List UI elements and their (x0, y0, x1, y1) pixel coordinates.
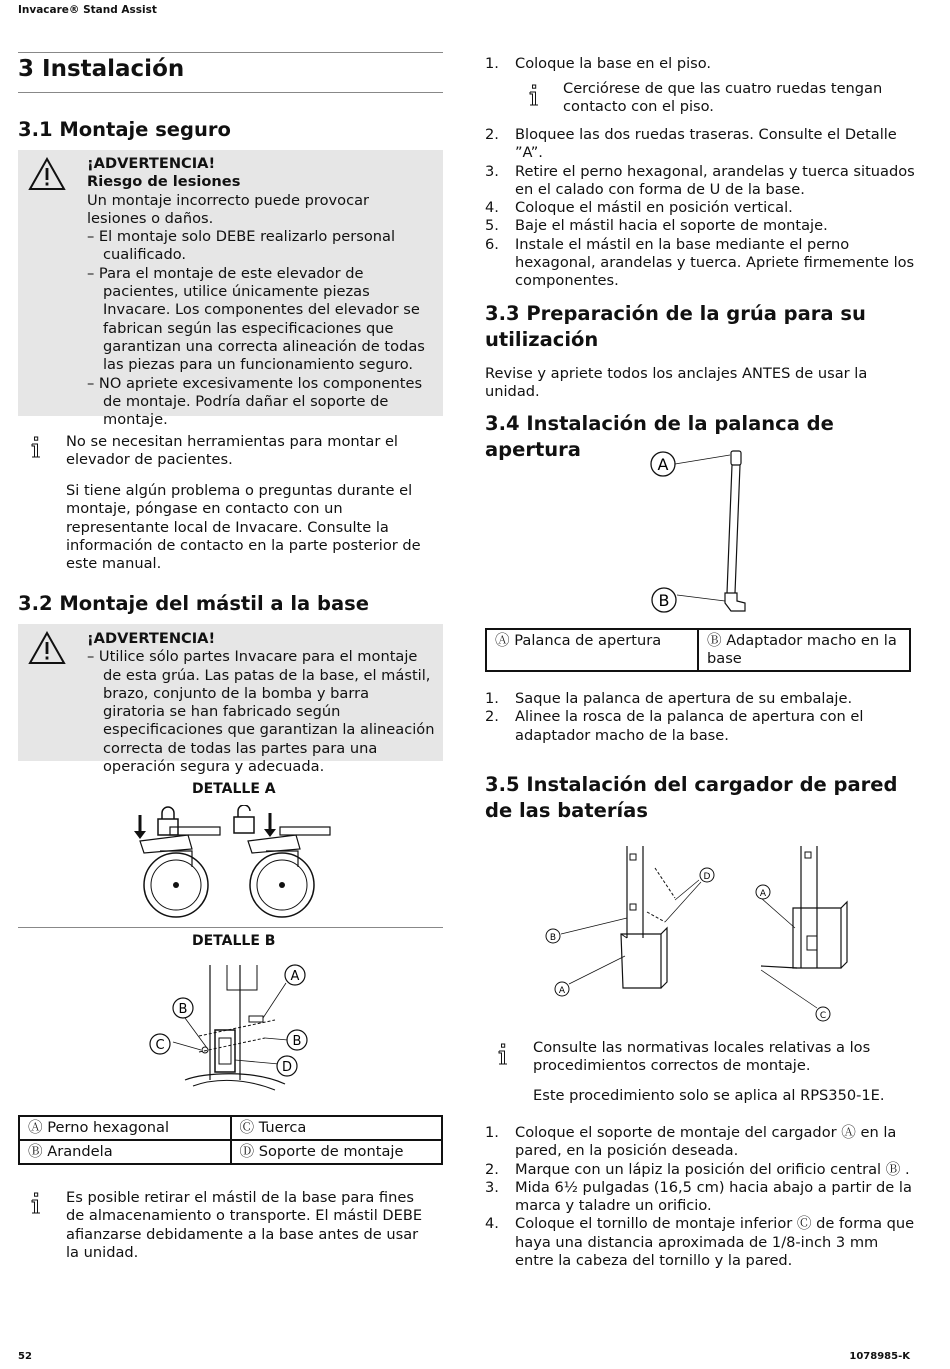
steps-list-3-5 (485, 1124, 915, 1270)
warning-item: – NO apriete excesivamente los componentes de montaje. Podría dañar el soporte de montaje. (87, 374, 423, 429)
step-number: 1. (485, 1124, 499, 1141)
figure-label: C (155, 1038, 165, 1053)
step-number: 2. (485, 708, 499, 726)
figure-label: C (819, 1011, 827, 1021)
figure-label: A (759, 889, 767, 899)
figure-label: A (290, 969, 300, 984)
step-item (485, 55, 915, 73)
legend-table-3-2 (18, 1115, 443, 1165)
step-item (485, 163, 915, 200)
step-text: Alinee la rosca de la palanca de apertura con el adaptador macho de la base. (515, 708, 864, 744)
warning-item: – Utilice sólo partes Invacare para el montaje de esta grúa. Las patas de la base, el mástil, brazo, conjunto de la bomba y barra giratoria se han fabricado según especificaciones que garantizan la alineación correcta de todas las partes para una operación segura y adecuada. (87, 648, 435, 776)
release-lever-figure (645, 445, 755, 615)
section-3-3-title: 3.3 Preparación de la grúa para su utilización (485, 302, 866, 351)
legend-table-3-4 (485, 628, 911, 672)
note-contact: Si tiene algún problema o preguntas durante el montaje, póngase en contacto con un representante local de Invacare. Consulte la información de contacto en la parte posterior de este manual. (66, 482, 421, 573)
step-item (485, 690, 915, 708)
figure-label: B (658, 591, 670, 610)
step-number: 2. (485, 1160, 499, 1178)
step-number: 6. (485, 235, 499, 253)
figure-label: A (558, 986, 566, 996)
warning-heading: ¡ADVERTENCIA! (87, 630, 216, 647)
legend-cell: Ⓓ Soporte de montaje (231, 1140, 443, 1164)
note-remove-mast: Es posible retirar el mástil de la base para fines de almacenamiento o transporte. El mástil DEBE afianzarse debidamente a la base antes de usar la unidad. (66, 1189, 423, 1261)
step-item (485, 1215, 915, 1270)
figure-label: B (178, 1002, 188, 1017)
header-title: Invacare® Stand Assist (18, 4, 157, 16)
step-text: Coloque el soporte de montaje del cargador Ⓐ en la pared, en la posición deseada. (515, 1124, 897, 1160)
steps-list-b (485, 126, 915, 291)
legend-cell: Ⓑ Adaptador macho en la base (698, 629, 910, 671)
step-item (485, 1179, 915, 1216)
section-3-3-text: Revise y apriete todos los anclajes ANTES de usar la unidad. (485, 365, 868, 401)
detail-b-mast-figure (145, 960, 315, 1095)
note-rps: Este procedimiento solo se aplica al RPS350-1E. (533, 1087, 885, 1104)
document-number: 1078985-K (849, 1351, 910, 1362)
warning-subheading: Riesgo de lesiones (87, 173, 241, 191)
figure-label: B (292, 1034, 302, 1049)
step-item (485, 1124, 915, 1161)
step-item (485, 126, 915, 163)
step-item (485, 199, 915, 217)
step-number: 2. (485, 126, 499, 143)
legend-cell: Ⓐ Perno hexagonal (19, 1116, 231, 1140)
section-3-1-title: 3.1 Montaje seguro (18, 118, 231, 141)
step-number: 1. (485, 55, 499, 72)
step-number: 3. (485, 162, 499, 180)
step-text: Saque la palanca de apertura de su embalaje. (515, 690, 853, 707)
info-icon (30, 1192, 42, 1216)
step-text: Coloque el tornillo de montaje inferior Ⓒ de forma que haya una distancia aproximada de 1/8-inch 3 mm entre la cabeza del tornillo y la pared. (515, 1215, 915, 1270)
step-text: Bloquee las dos ruedas traseras. Consulte el Detalle ”A”. (515, 126, 897, 162)
step-item (485, 217, 915, 235)
chapter-title: 3 Instalación (18, 56, 185, 82)
warning-text-3-2 (87, 630, 435, 776)
wall-charger-figure (535, 838, 860, 1028)
section-3-5-title: 3.5 Instalación del cargador de pared de las baterías (485, 773, 898, 822)
legend-cell: Ⓑ Arandela (19, 1140, 231, 1164)
step-item (485, 1161, 915, 1179)
legend-cell: Ⓐ Palanca de apertura (486, 629, 698, 671)
detail-a-caption: DETALLE A (192, 781, 276, 797)
section-3-2-title: 3.2 Montaje del mástil a la base (18, 592, 369, 615)
step-number: 4. (485, 1215, 499, 1233)
step-text: Baje el mástil hacia el soporte de montaje. (515, 217, 828, 235)
detail-a-casters-figure (120, 805, 340, 920)
chapter-rule-top (18, 52, 443, 53)
step-text: Marque con un lápiz la posición del orificio central Ⓑ . (515, 1160, 910, 1178)
figure-label: D (703, 872, 711, 882)
warning-item: – El montaje solo DEBE realizarlo personal cualificado. (87, 228, 396, 264)
chapter-rule-bottom (18, 92, 443, 93)
info-icon (528, 84, 540, 108)
note-no-tools: No se necesitan herramientas para montar el elevador de pacientes. (66, 433, 398, 469)
note-regulations: Consulte las normativas locales relativas a los procedimientos correctos de montaje. (533, 1039, 871, 1075)
warning-triangle-icon (28, 157, 66, 191)
step-item (485, 236, 915, 291)
detail-divider (18, 927, 443, 928)
step-text: Instale el mástil en la base mediante el perno hexagonal, arandelas y tuerca. Apriete firmemente los componentes. (515, 235, 915, 290)
warning-intro: Un montaje incorrecto puede provocar lesiones o daños. (87, 191, 370, 227)
figure-label: B (549, 933, 557, 943)
step-number: 4. (485, 199, 499, 217)
step-text: Coloque la base en el piso. (515, 55, 712, 72)
figure-label: D (281, 1060, 293, 1075)
warning-text-3-1 (87, 155, 432, 429)
step-number: 1. (485, 690, 499, 707)
warning-triangle-icon (28, 631, 66, 665)
legend-cell: Ⓒ Tuerca (231, 1116, 443, 1140)
info-icon (30, 436, 42, 460)
step-text: Retire el perno hexagonal, arandelas y tuerca situados en el calado con forma de U de la base. (515, 162, 915, 198)
page-number: 52 (18, 1351, 32, 1362)
detail-b-caption: DETALLE B (192, 933, 276, 949)
step-number: 3. (485, 1178, 499, 1196)
figure-label: A (657, 455, 669, 474)
step-number: 5. (485, 217, 499, 235)
warning-item: – Para el montaje de este elevador de pacientes, utilice únicamente piezas Invacare. Los componentes del elevador se fabrican según las especificaciones que garantizan una correcta alineación de todas las piezas para un funcionamiento seguro. (87, 264, 425, 374)
info-icon (497, 1043, 509, 1067)
steps-list-3-4 (485, 690, 915, 745)
steps-list-a (485, 55, 915, 73)
warning-heading: ¡ADVERTENCIA! (87, 155, 216, 172)
step-text: Mida 6½ pulgadas (16,5 cm) hacia abajo a partir de la marca y taladre un orificio. (515, 1178, 912, 1215)
note-wheels: Cerciórese de que las cuatro ruedas tengan contacto con el piso. (563, 80, 883, 116)
section-3-4-title: 3.4 Instalación de la palanca de apertura (485, 412, 834, 461)
step-item (485, 708, 915, 745)
step-text: Coloque el mástil en posición vertical. (515, 199, 793, 217)
